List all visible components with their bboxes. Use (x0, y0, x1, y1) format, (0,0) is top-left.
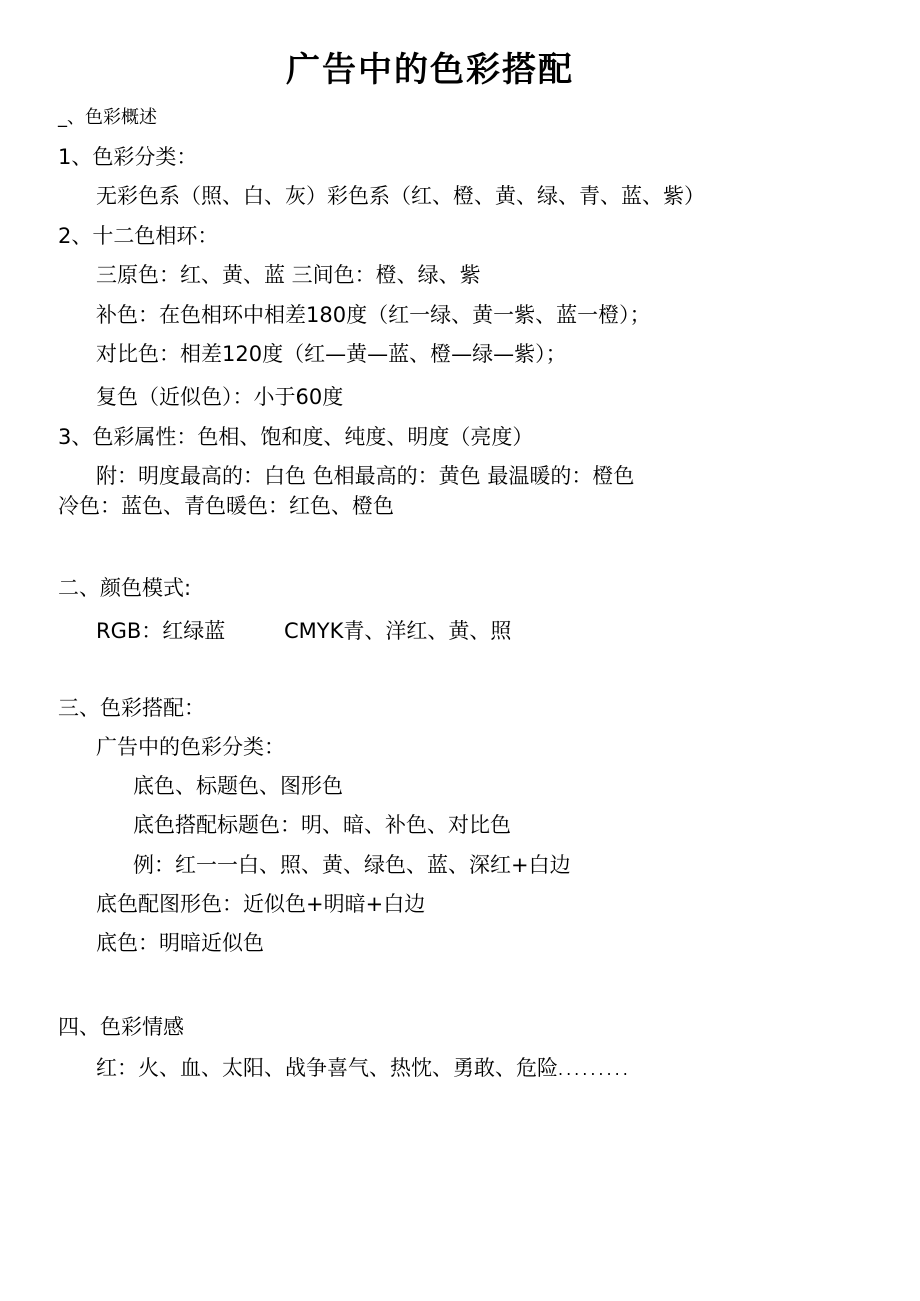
section1-cool-warm: 冷色：蓝色、青色暖色：红色、橙色 (58, 494, 394, 518)
section4-heading: 四、色彩情感 (58, 1015, 184, 1039)
section3-types: 底色、标题色、图形色 (133, 774, 343, 798)
section3-bg-title: 底色搭配标题色：明、暗、补色、对比色 (133, 813, 511, 837)
section4-red (96, 1054, 631, 1084)
section3-example: 例：红一一白、照、黄、绿色、蓝、深红+白边 (133, 853, 571, 877)
page-title: 广告中的色彩搭配 (286, 50, 574, 90)
section1-complement: 补色：在色相环中相差180度（红一绿、黄一紫、蓝一橙）； (96, 303, 651, 327)
section1-compound: 复色（近似色）：小于60度 (96, 385, 344, 409)
section3-bg-graphic: 底色配图形色：近似色+明暗+白边 (96, 892, 426, 916)
section1-item1-label: 1、色彩分类： (58, 145, 198, 169)
section2-cmyk: CMYK青、洋红、黄、照 (284, 619, 512, 643)
section1-note: 附：明度最高的：白色 色相最高的：黄色 最温暖的：橙色 (96, 464, 635, 488)
section1-heading: _、色彩概述 (58, 107, 157, 128)
section3-bg: 底色：明暗近似色 (96, 931, 264, 955)
section1-item2-label: 2、十二色相环： (58, 224, 219, 248)
section4-red-text: 红：火、血、太阳、战争喜气、热忱、勇敢、危险 (96, 1056, 558, 1080)
section2-rgb: RGB：红绿蓝 (96, 619, 226, 643)
section3-heading: 三、色彩搭配： (58, 696, 205, 720)
section1-contrast: 对比色：相差120度（红—黄—蓝、橙—绿—紫）； (96, 342, 567, 366)
section1-item3: 3、色彩属性：色相、饱和度、纯度、明度（亮度） (58, 425, 534, 449)
section1-item1-text: 无彩色系（照、白、灰）彩色系（红、橙、黄、绿、青、蓝、紫） (96, 184, 705, 208)
ellipsis: ......... (558, 1060, 631, 1079)
section2-heading: 二、颜色模式: (58, 576, 192, 600)
section1-primaries: 三原色：红、黄、蓝 三间色：橙、绿、紫 (96, 263, 481, 287)
section3-sub: 广告中的色彩分类： (96, 735, 285, 759)
